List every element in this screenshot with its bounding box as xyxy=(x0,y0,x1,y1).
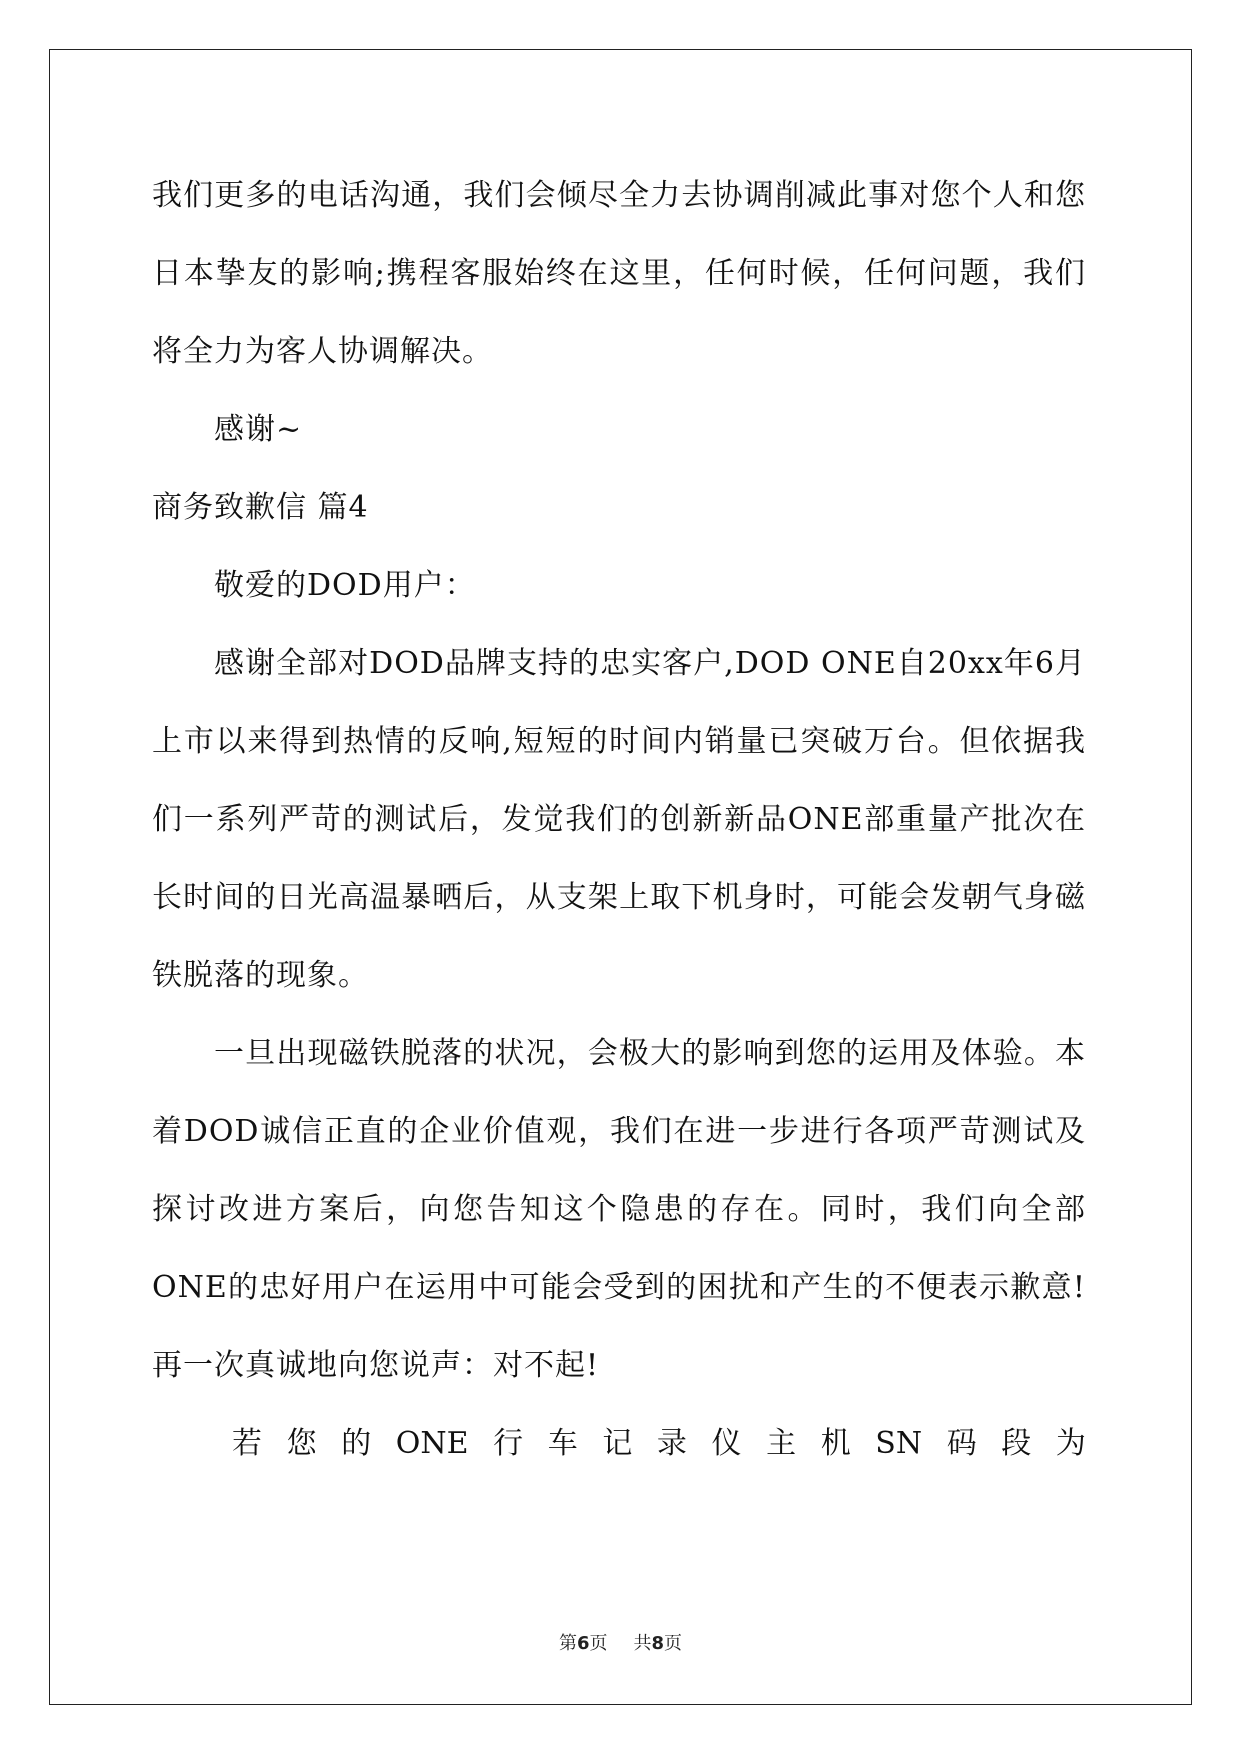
page-footer xyxy=(0,1629,1241,1655)
total-suffix: 页 xyxy=(664,1633,683,1654)
last-line-token: 车 xyxy=(547,1426,578,1461)
last-line-token: 主 xyxy=(766,1426,797,1461)
thanks-line: 感谢~ xyxy=(214,412,303,447)
last-line xyxy=(152,1405,1086,1483)
last-line-token: 码 xyxy=(946,1426,977,1461)
last-line-token: 机 xyxy=(820,1426,851,1461)
last-line-token: 的 xyxy=(341,1426,372,1461)
last-line-token: 录 xyxy=(656,1426,687,1461)
paragraph-2: 一旦出现磁铁脱落的状况，会极大的影响到您的运用及体验。本着DOD诚信正直的企业价值观，我们在进一步进行各项严苛测试及探讨改进方案后，向您告知这个隐患的存在。同时，我们向全部ONE的忠好用户在运用中可能会受到的困扰和产生的不便表示歉意!再一次真诚地向您说声：对不起! xyxy=(152,1036,1086,1383)
page-current: 6 xyxy=(576,1633,590,1654)
last-line-token: SN xyxy=(875,1426,923,1461)
last-line-token: 记 xyxy=(602,1426,633,1461)
page-prefix: 第 xyxy=(558,1633,577,1654)
last-line-token: ONE xyxy=(395,1426,469,1461)
last-line-token: 为 xyxy=(1055,1426,1086,1461)
page-suffix: 页 xyxy=(589,1633,608,1654)
paragraph-1: 感谢全部对DOD品牌支持的忠实客户,DOD ONE自20xx年6月上市以来得到热情的反响,短短的时间内销量已突破万台。但依据我们一系列严苛的测试后，发觉我们的创新新品ONE部重量产批次在长时间的日光高温暴晒后，从支架上取下机身时，可能会发朝气身磁铁脱落的现象。 xyxy=(152,646,1086,993)
page-total: 8 xyxy=(651,1633,665,1654)
last-line-token: 段 xyxy=(1001,1426,1032,1461)
last-line-token: 若 xyxy=(232,1426,262,1461)
section-heading: 商务致歉信 篇4 xyxy=(152,490,369,525)
last-line-token: 您 xyxy=(286,1426,317,1461)
total-prefix: 共 xyxy=(633,1633,652,1654)
last-line-token: 行 xyxy=(493,1426,524,1461)
last-line-token: 仪 xyxy=(711,1426,742,1461)
salutation: 敬爱的DOD用户： xyxy=(214,568,476,603)
paragraph-continuation: 我们更多的电话沟通，我们会倾尽全力去协调削减此事对您个人和您日本挚友的影响;携程客服始终在这里，任何时候，任何问题，我们将全力为客人协调解决。 xyxy=(152,178,1086,369)
document-body xyxy=(152,157,1086,1483)
